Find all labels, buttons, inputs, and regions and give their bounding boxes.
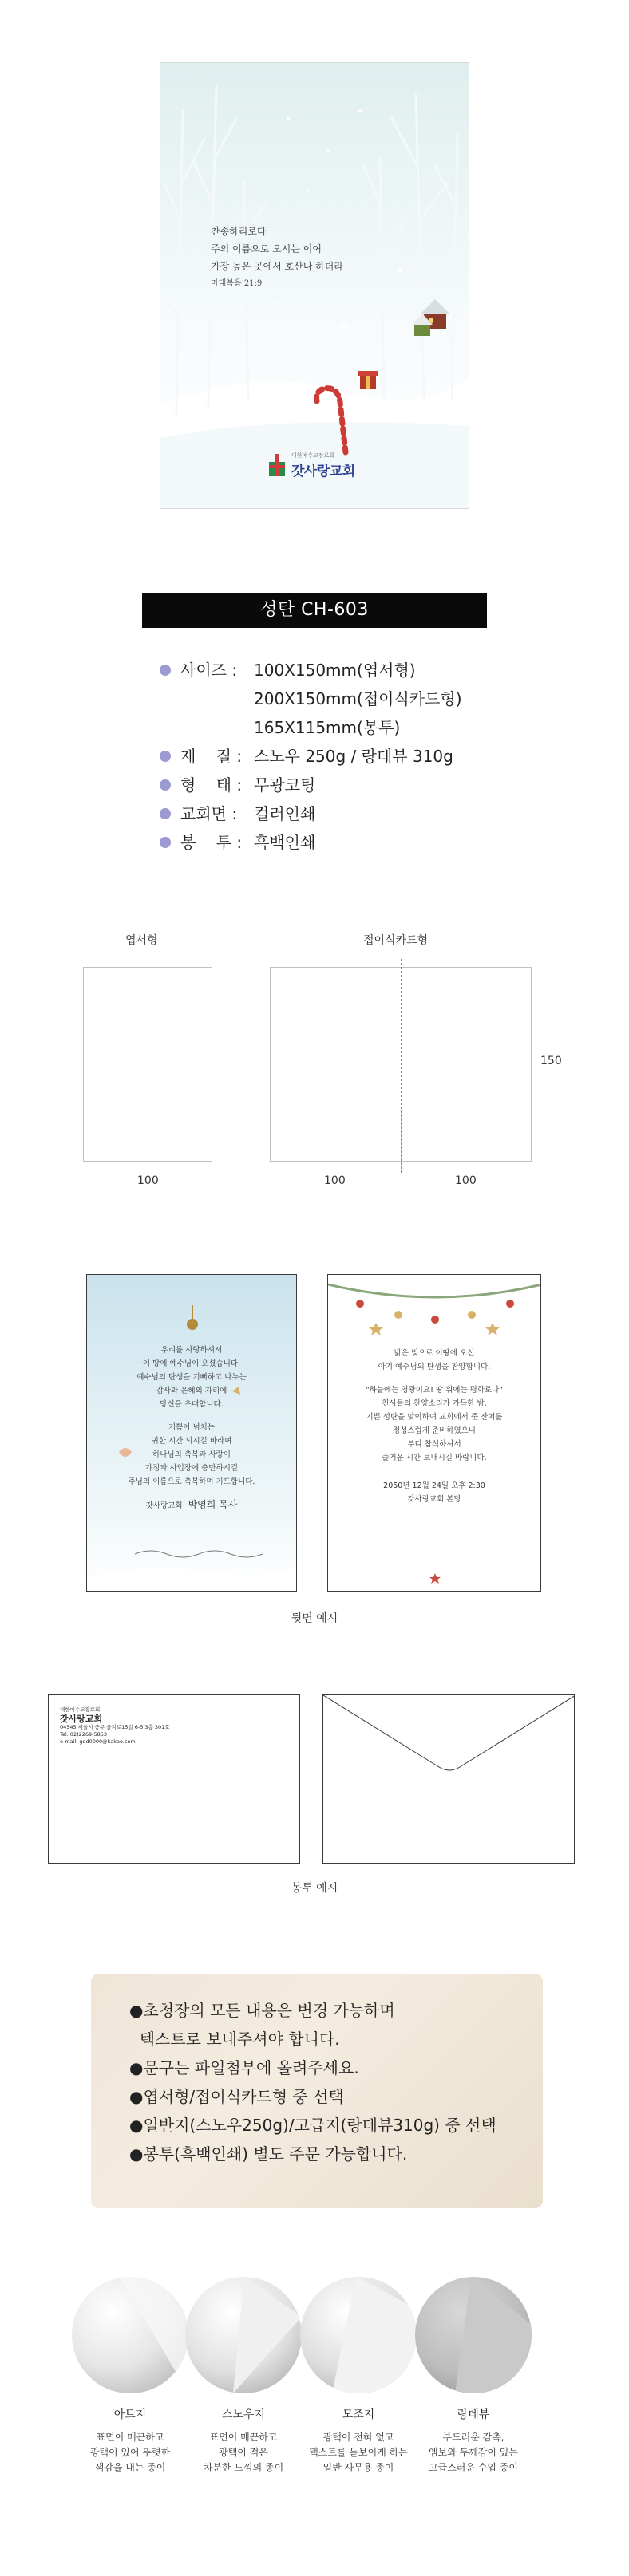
spec-church-side: 교회면 : 컬러인쇄: [160, 799, 462, 828]
note-item: ●봉투(흑백인쇄) 별도 주문 가능합니다.: [129, 2144, 408, 2164]
postcard-width-dimension: 100: [137, 1174, 159, 1187]
event-date: 2050년 12월 24일 오후 2:30: [383, 1481, 485, 1490]
spec-finish: 형 태 : 무광코팅: [160, 771, 462, 799]
product-cover-image: [160, 62, 469, 509]
note-item: ●초청장의 모든 내용은 변경 가능하며: [129, 2001, 395, 2020]
paper-name-art: 아트지: [113, 2408, 147, 2421]
back-example-folding-card: [327, 1274, 541, 1592]
spec-size: 사이즈 : 100X150mm(엽서형): [160, 656, 462, 684]
order-notes-panel: [91, 1974, 543, 2208]
spec-size-line-2: 200X150mm(접이식카드형): [254, 689, 462, 708]
back-example-postcard: [86, 1274, 297, 1592]
cross-gift-icon: [267, 454, 287, 478]
bullet-icon: [160, 665, 171, 676]
fold-line: [401, 959, 402, 1173]
envelope-back-example: [322, 1694, 575, 1864]
paper-name-rendezvous: 랑데뷰: [457, 2408, 490, 2421]
logo-church-name: 갓사랑교회: [291, 464, 355, 479]
spec-envelope: 봉 투 : 흑백인쇄: [160, 828, 462, 857]
back-right-message: 밝은 빛으로 이땅에 오신 아기 예수님의 탄생을 찬양합니다. "하늘에는 영광이요! 땅 위에는 평화로다" 천사들의 찬양소리가 가득한 밤, 기쁜 성탄을 맞이하여 교회에서 준 잔치를 정성스럽게 준비하였으니 부디 참석하셔서 즐거운 시간 보내시길 바랍니다. 2050년 12월 24일 오후 2:30 갓사랑교회 본당: [328, 1347, 540, 1506]
note-item: 텍스트로 보내주셔야 합니다.: [129, 2030, 340, 2049]
bible-verse: [211, 223, 343, 293]
fold-left-width-dimension: 100: [324, 1174, 346, 1187]
envelope-front-example: [48, 1694, 300, 1864]
back-example-caption: 뒷면 예시: [291, 1612, 338, 1625]
paper-desc-art: 표면이 매끈하고 광택이 있어 뚜렷한 색감을 내는 종이: [89, 2432, 171, 2473]
note-item: ●문구는 파일첨부에 올려주세요.: [129, 2058, 359, 2077]
paper-sample-rendezvous: [415, 2277, 532, 2393]
bullet-icon: [160, 837, 171, 848]
back-left-message: 우리를 사랑하셔서 이 땅에 예수님이 오셨습니다. 예수님의 탄생을 기뻐하고 나누는 감사와 은혜의 자리에 당신을 초대합니다. 기쁨이 넘치는 귀한 시간 되시길 바라며 하나님의 축복과 사랑이 가정과 사업장에 충만하시길 주님의 이름으로 축복하며 기도합니다. 갓사랑교회 박영희 목사: [87, 1343, 296, 1513]
event-place: 갓사랑교회 본당: [407, 1495, 461, 1504]
envelope-example-caption: 봉투 예시: [291, 1882, 338, 1895]
spec-material: 재 질 : 스노우 250g / 랑데뷰 310g: [160, 742, 462, 771]
paper-name-mojo: 모조지: [342, 2408, 375, 2421]
back-left-signature: 갓사랑교회 박영희 목사: [145, 1499, 238, 1510]
note-item: ●엽서형/접이식카드형 중 선택: [129, 2087, 344, 2106]
star-icon: [429, 1573, 441, 1584]
postcard-type-label: 엽서형: [125, 934, 158, 947]
postcard-size-outline: [83, 967, 212, 1162]
folding-card-type-label: 접이식카드형: [363, 934, 429, 947]
paper-desc-rendezvous: 부드러운 감촉, 엠보와 두께감이 있는 고급스러운 수입 종이: [429, 2432, 518, 2473]
paper-sample-mojo: [300, 2277, 417, 2393]
church-logo: [267, 452, 355, 479]
spec-size-line-3: 165X115mm(봉투): [254, 718, 401, 737]
paper-name-snow: 스노우지: [221, 2408, 266, 2421]
verse-reference: 마태복음 21:9: [211, 279, 263, 288]
height-dimension: 150: [540, 1055, 562, 1067]
paper-sample-snow: [185, 2277, 302, 2393]
envelope-flap-outline: [323, 1695, 575, 1864]
bullet-icon: [160, 751, 171, 762]
product-title: 성탄 CH-603: [142, 593, 487, 628]
order-notes-list: [129, 1996, 496, 2168]
fold-right-width-dimension: 100: [455, 1174, 477, 1187]
spec-list: [160, 656, 462, 857]
verse-line-2: 주의 이름으로 오시는 이여: [211, 243, 322, 254]
paper-sample-art: [72, 2277, 188, 2393]
garland-decoration: [328, 1275, 541, 1339]
note-item: ●일반지(스노우250g)/고급지(랑데뷰310g) 중 선택: [129, 2116, 496, 2135]
bullet-icon: [160, 808, 171, 819]
envelope-sender-address: 대한예수교장로회 갓사랑교회 04545 서울시 중구 을지로15길 6-5 3층 301호 Tel. 02)2269-5853 e-mail. god0000@kakao.com: [60, 1706, 170, 1745]
paper-desc-snow: 표면이 매끈하고 광택이 적은 차분한 느낌의 종이: [203, 2432, 284, 2473]
bullet-icon: [160, 779, 171, 791]
logo-denomination: 대한예수교장로회: [291, 452, 335, 459]
verse-line-1: 찬송하리로다: [211, 226, 267, 237]
verse-line-3: 가장 높은 곳에서 호산나 하더라: [211, 261, 343, 272]
paper-desc-mojo: 광택이 전혀 없고 텍스트를 돋보이게 하는 일반 사무용 종이: [309, 2432, 408, 2473]
